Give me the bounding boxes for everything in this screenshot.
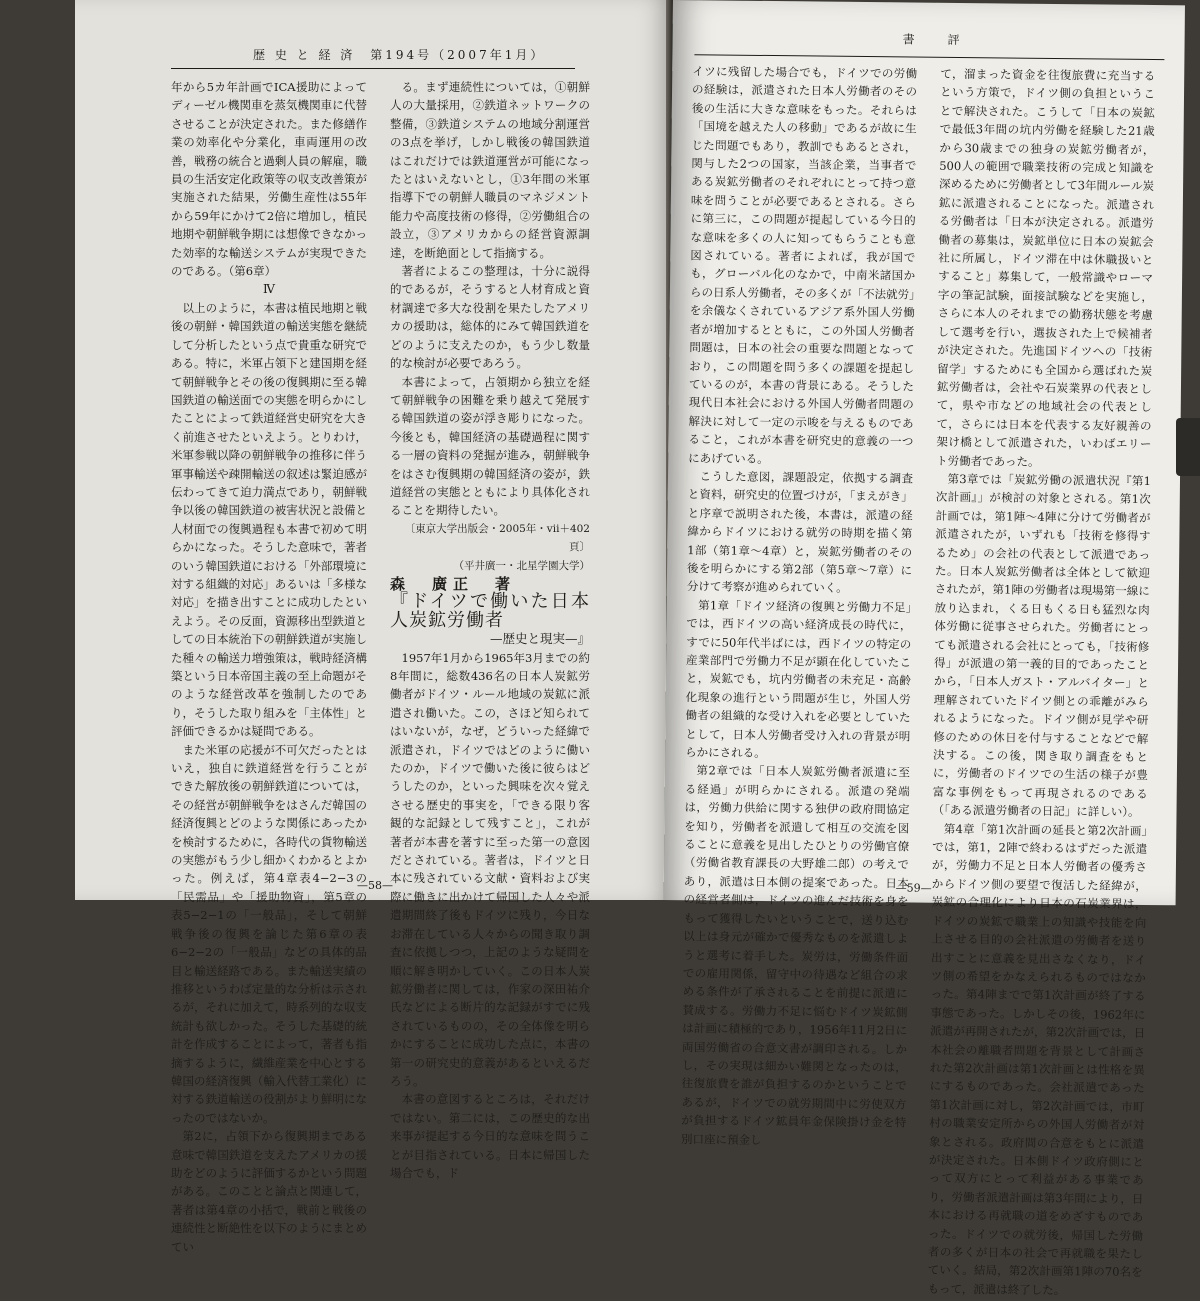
paragraph: 第1章「ドイツ経済の復興と労働力不足」では，西ドイツの高い経済成長の時代に，すでに50年代半ばには，西ドイツの特定の産業部門で労働力不足が顕在化していたこと，炭鉱でも，坑内労働者の未充足・高齢化現象の進行という問題が生じ，外国人労働者の組織的な受け入れを必要としていたとして，日本人労働者受け入れの背景が明らかにされる。 (685, 598, 912, 761)
citation-line: （平井廣一・北星学園大学） (453, 559, 590, 572)
header-rule-left (171, 68, 575, 69)
paragraph: 本書の意図するところは，それだけではない。第二には，この歴史的な出来事が提起する今日的な意味を問うことが目指されている。日本に帰国した場合でも，ド (390, 1092, 590, 1180)
paragraph: 第2章では「日本人炭鉱労働者派遣に至る経過」が明らかにされる。派遣の発端は，労働力供給に関する独伊の政府間協定を知り，労働者を派遣して相互の交流を図ることに意義を見出したひとりの労働官僚（労働省教育課長の大野雄二郎）の考えであり，派遣は日本側の提案であった。日本の経営者側は，ドイツの進んだ技術を身をもって獲得したいということで，送り込む以上は身元が確かで優秀なものを派遣しようと選考に着手した。炭労は，労働条件面での雇用関係，留守中の待遇など組合の求める条件が了承されることを前提に派遣に賛成する。労働力不足に悩むドイツ炭鉱側は計画に積極的であり，1956年11月2日に両国労働省の合意文書が調印される。しかし，その実現は細かい難関となったのは，往復旅費を誰が負担するのかということであるが，ドイツでの就労期間中に労使双方が負担するドイツ鉱員年金保険掛け金を特別口座に預金し (681, 763, 910, 1147)
left-column-1 (171, 78, 367, 1256)
section-heading: Ⅳ (263, 282, 275, 297)
paragraph: て，溜まった資金を往復旅費に充当するという方策で，ドイツ側の負担ということで解決された。こうして「日本の炭鉱で最低3年間の坑内労働を経験した21歳から30歳までの独身の炭鉱労働者が，500人の範囲で職業技術の完成と知識を深めるために労働者として3年間ルール炭鉱に派遣されることになった。派遣される労働者は「日本が決定される。派遣労働者の募集は，炭鉱単位に日本の炭鉱会社に所属し，ドイツ滞在中は休職扱いとすること」募集して，一般常識やローマ字の筆記試験，面接試験などを実施し，さらに本人のそれまでの勤務状態を考慮して選考を行い，選抜された上で候補者が決定された。先進国ドイツへの「技術留学」するためにも全国から選ばれた炭鉱労働者は，会社や石炭業界の代表として，県や市などの地域社会の代表として，さらには日本を代表する友好親善の架け橋として派遣された，いわばエリート労働者であった。 (936, 66, 1156, 469)
paragraph: る。まず連続性については，①朝鮮人の大量採用，②鉄道ネットワークの整備，③鉄道システムの地域分割運営の3点を挙げ，しかし戦後の韓国鉄道はこれだけでは鉄道運営が可能になったとはいえないとし，①3年間の米軍指導下での朝鮮人職員のマネジメント能力や高度技術の修得，②労働組合の設立，③アメリカからの経営資源調達，を断絶面として指摘する。 (390, 80, 590, 260)
paragraph: こうした意図，課題設定，依拠する調査と資料，研究史的位置づけが，「まえがき」と序章で説明された後，本書は，派遣の経緯からドイツにおける就労の時期を描く第1部（第1章〜4章）と，炭鉱労働者のその後を明らかにする第2部（第5章〜7章）に分けて考察が進められていく。 (686, 469, 914, 596)
page-tab-marker (1176, 418, 1200, 476)
paragraph: 著者によるこの整理は，十分に説得的であるが，そうすると人材育成と資材調達で多大な役割を果たしたアメリカの援助は，総体的にみて韓国鉄道をどのように支えたのか，もう少し数量的な検討が必要であろう。 (390, 264, 590, 371)
paragraph: 第4章「第1次計画の延長と第2次計画」では，第1，2陣で終わるはずだった派遣が，労働力不足と日本人労働者の優秀さからドイツ側の要望で復活した経緯が，炭鉱の合理化により日本の石炭業界は，ドイツの炭鉱で職業上の知識や技能を向上させる目的の会社派遣の労働者を送り出すことに意義を見出さなくなり，ドイツ側の希望をかなえられるものではなかった。第4陣までで第1次計画が終了する事態であった。しかしその後，1962年に派遣が再開されたが，第2次計画では，日本社会の離職者問題を背景として計画された第2次計画は第1次計画とは性格を異にするものであった。会社派遣であった第1次計画に対し，第2次計画では，市町村の職業安定所からの外国人労働者が対象とされる。政府間の合意をもとに派遣が決定された。日本側ドイツ政府側にとって双方にとって利益がある事業であり，労働者派遣計画は第3年間により，日本における再就職の道をめざすものであった。ドイツでの就労後，帰国した労働者の多くが日本の社会で再就職を果たしていく。結局，第2次計画第1陣の70名をもって，派遣は終了した。 (927, 821, 1148, 1297)
header-rule-right (694, 54, 1164, 60)
paragraph: 1957年1月から1965年3月までの約8年間に，総数436名の日本人炭鉱労働者がドイツ・ルール地域の炭鉱に派遣され働いた。この，さほど知られてはいないが，なぜ，どういった経緯で派遣され，ドイツではどのように働いたのか，ドイツで働いた後に彼らはどうしたのか，といった興味を次々覚えさせる歴史的事実を，「できる限り客観的な記録として残すこと」，これが著者が本書を著すに至った第一の意図だとされている。著者は，ドイツと日本に残されている文献・資料および実際に働きに出かけて帰国した人々や派遣期間終了後もドイツに残り，今日なお滞在している人々からの聞き取り調査に依拠しつつ，上記のような疑問を順に解き明かしていく。この日本人炭鉱労働者に関しては，作家の深田祐介氏などによる断片的な記録がすでに残されているものの，その全体像を明らかにすることに成功した点に，本書の第一の研究史的意義があるといえるだろう。 (390, 650, 590, 1088)
page-number-right: —59— (895, 881, 932, 895)
paragraph: イツに残留した場合でも，ドイツでの労働の経験は，派遣された日本人労働者のその後の生活に大きな意味をもった。それらは「国境を越えた人の移動」であるが故に生じた問題でもあり，教訓でもあるとされ，関与した2つの国家，当該企業，当事者である炭鉱労働者のそれぞれにとって持つ意味を問うことが必要であるとされる。さらに第三に，この問題が提起している今日的な意味を多くの人に知ってもらうことも意図されている。著者によれば，我が国でも，グローバル化のなかで，中南米諸国からの日系人労働者，その多くが「不法就労」を余儀なくされているアジア系外国人労働者が増加するとともに，この外国人労働者問題は，日本の社会の重要な問題となっており，この問題を問う多くの課題を提起しているのが，本書の背景にある。そうした現代日本社会における外国人労働者問題の解決に対して一定の示唆を与えるものであること，これが本書を研究史的意義の一つにあげている。 (688, 64, 918, 466)
paragraph: 第2に，占領下から復興期まである意味で韓国鉄道を支えたアメリカの援助をどのように評価するかという問題がある。このことと論点と関連して，著者は第4章の小括で，戦前と戦後の連続性と断絶性を以下のようにまとめてい (171, 1129, 367, 1254)
citation-line: 〔東京大学出版会・2005年・vii＋402頁〕 (404, 522, 590, 554)
right-column-1 (681, 62, 917, 1150)
running-head-left: 歴 史 と 経 済 第194号（2007年1月） (253, 48, 546, 62)
left-page (75, 0, 673, 1254)
right-column-2 (927, 65, 1155, 1300)
paragraph: 本書によって，占領期から独立を経て朝鮮戦争の困難を乗り越えて発展する韓国鉄道の姿が浮き彫りになった。今後とも，韓国経済の基礎過程に関する一層の資料の発掘が進み，朝鮮戦争をはさむ復興期の韓国経済の姿が，鉄道経営の実態とともにより具体化されることを期待したい。 (390, 374, 590, 518)
book-author: 森 廣正 著 (390, 574, 517, 593)
paragraph: 第3章では「炭鉱労働の派遣状況『第1次計画』」が検討の対象とされる。第1次計画では，第1陣〜4陣に分けて労働者が派遣されたが，いずれも「技術を修得するため」の会社の代表として派遣であった。日本人炭鉱労働者は全体として歓迎されたが，第1陣の労働者は現場第一線に放り込まれ，くる日もくる日も猛烈な肉体労働に従事させられた。労働者にとっても派遣される会社にとっても，「技術修得」が派遣の第一義的目的であったことから，「日本人ガスト・アルバイター」と理解されていたドイツ側との乖離がみられるようになった。ドイツ側が見学や研修のための休日を付与することなどで解決する。この後，関き取り調査をもとに，労働者のドイツでの生活の様子が豊富な事例をもって再現されるのである（「ある派遣労働者の日記」に詳しい）。 (932, 471, 1152, 820)
right-page (664, 0, 1185, 1297)
left-column-2 (390, 78, 590, 1182)
book-subtitle: —歴史と現実—』 (489, 631, 590, 647)
running-head-right: 書 評 (902, 32, 963, 48)
book-title: 『ドイツで働いた日本人炭鉱労働者 (390, 591, 590, 631)
paragraph: 年から5カ年計画でICA援助によってディーゼル機関車を蒸気機関車に代替させることが決定された。また修繕作業の効率化や分業化，車両運用の改善，戦務の統合と過剰人員の解雇，職員の生活安定化政策等の収支改善策が実施された結果，労働生産性は55年から59年にかけて2倍に増加し，植民地期や朝鮮戦争期には想像できなかった効率的な輸送システムが実現できたのである。（第6章） (171, 80, 367, 279)
paragraph: 以上のように，本書は植民地期と戦後の朝鮮・韓国鉄道の輸送実態を継続して分析したという点で貴重な研究である。特に，米軍占領下と建国期を経て朝鮮戦争とその後の復興期に至る韓国鉄道の輸送面での実態を明らかにしたことによって鉄道経営史研究を大きく前進させたといえよう。とりわけ，米軍参戦以降の朝鮮戦争の推移に伴う軍事輸送や疎開輸送の叙述は緊迫感が伝わってきて迫力満点であり，朝鮮戦争以後の韓国鉄道の被害状況と設備と人材面での復興過程も本書で初めて明らかになった。そうした意味で，著者のいう韓国鉄道における「外部環境に対する組織的対応」あるいは「多様な対応」を描き出すことに成功したといえよう。その反面，資源移出型鉄道としての日本統治下の朝鮮鉄道が実施した種々の輸送力増強策は，戦時経済構築という日本帝国主義の至上命題がそのような経営改革を強制したのであり，そうした取り組みを「主体性」と評価できるかは疑問である。 (171, 300, 367, 739)
paragraph: また米軍の応援が不可欠だったとはいえ，独自に鉄道経営を行うことができた解放後の朝鮮鉄道については，その経営が朝鮮戦争をはさんだ韓国の経済復興とどのような関係にあったかを検討するために，各時代の貨物輸送の実態がもう少し細かくわかるとよかった。例えば，第4章表4−2−3の「民需品」や「援助物資」，第5章の表5−2−1の「一般品」，そして朝鮮戦争後の復興を論じた第6章の表6−2−2の「一般品」などの具体的品目と輸送経路である。また輸送実績の推移というわば定量的な分析は示されるが，それに加えて，時系列的な収支統計も欲しかった。そうした基礎的統計を作成することによって，著者も指摘するように，繊維産業を中心とする韓国の経済復興（輸入代替工業化）に対する鉄道輸送の役割がより鮮明になったのではないか。 (171, 742, 367, 1125)
page-number-left: —58— (357, 879, 393, 892)
